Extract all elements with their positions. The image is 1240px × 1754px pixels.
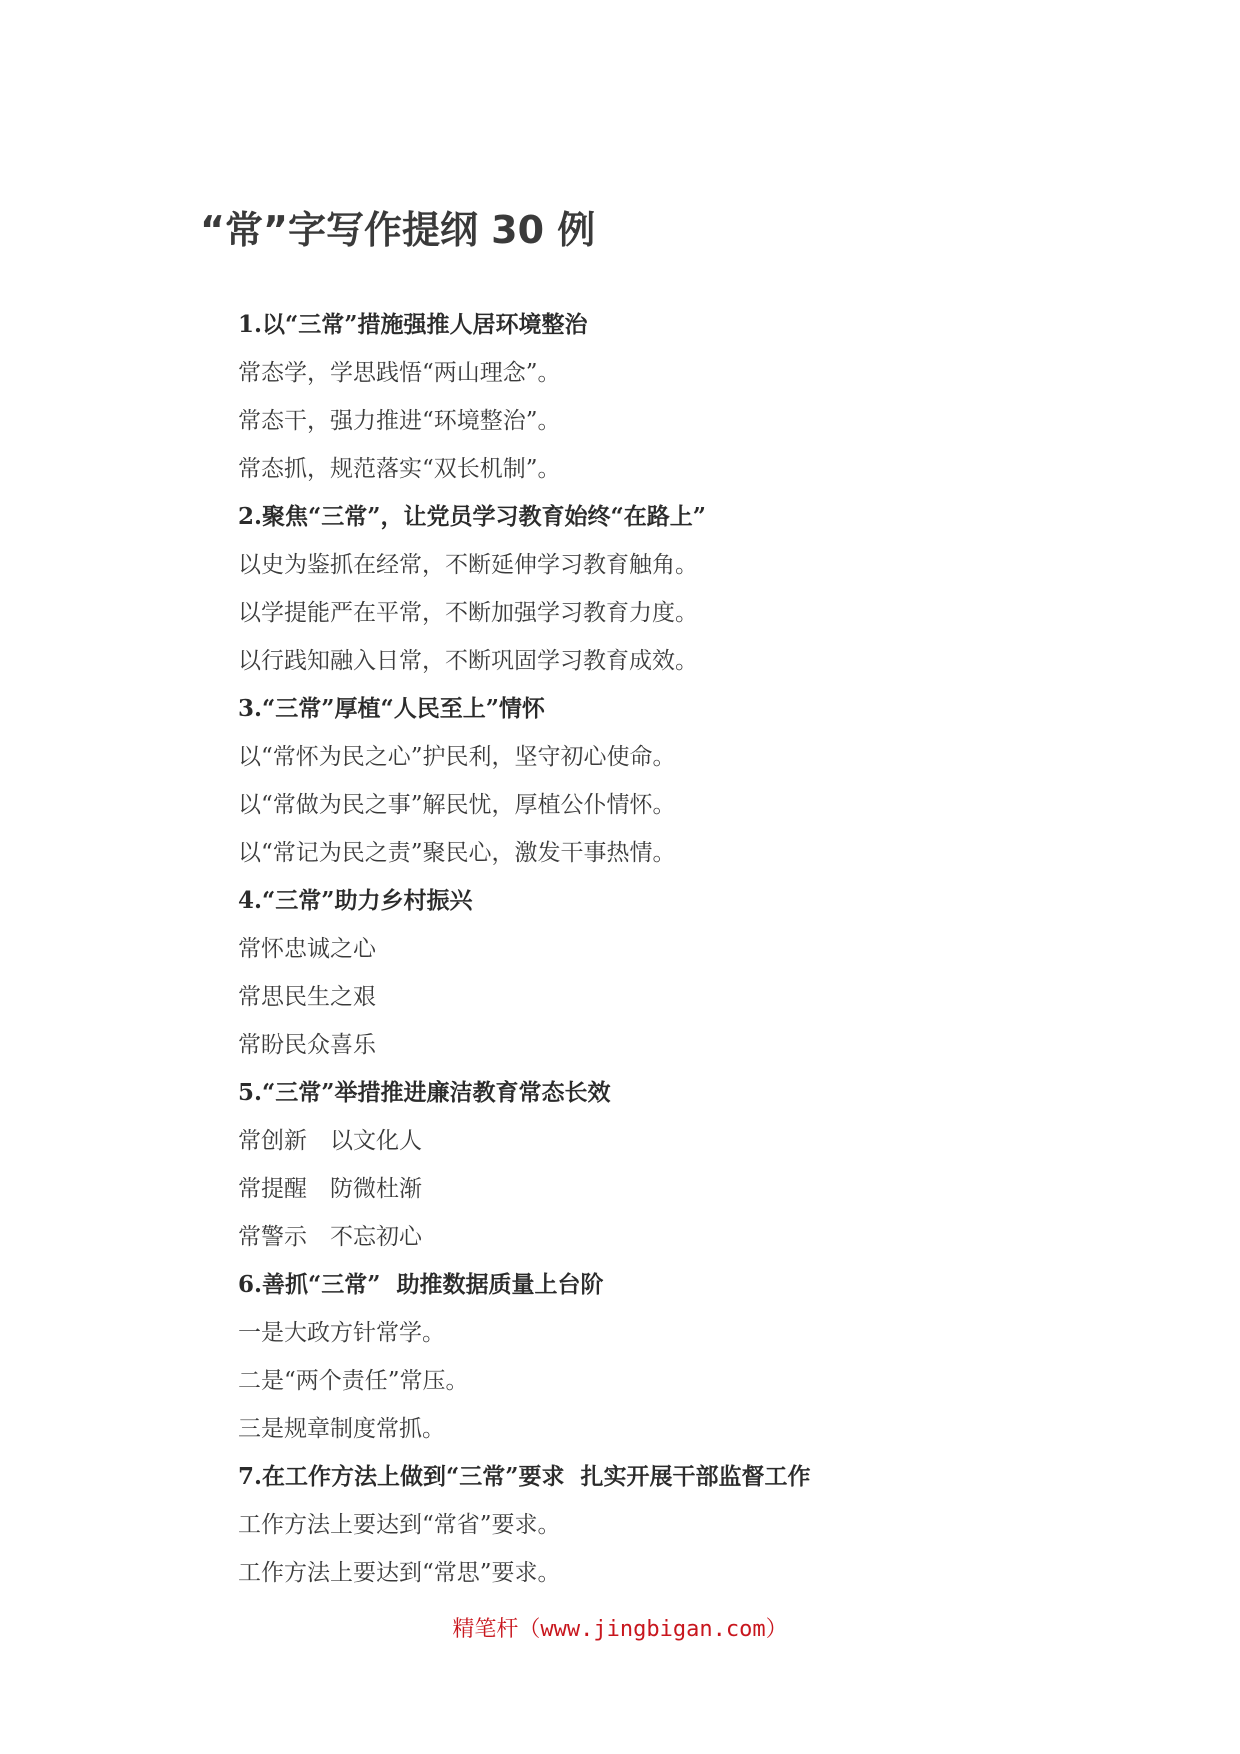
section-line: 以“常怀为民之心”护民利，坚守初心使命。 (238, 744, 676, 770)
section-heading: 5.“三常”举措推进廉洁教育常态长效 (238, 1079, 611, 1106)
section-line: 以学提能严在平常，不断加强学习教育力度。 (238, 600, 698, 626)
site-footer: 精笔杆（www.jingbigan.com） (452, 1617, 788, 1642)
section-heading: 6.善抓“三常” 助推数据质量上台阶 (238, 1271, 604, 1298)
outline-section-2 (238, 493, 1198, 685)
outline-list (238, 301, 1198, 1597)
section-line: 二是“两个责任”常压。 (238, 1368, 469, 1394)
outline-section-1 (238, 301, 1198, 493)
section-line: 三是规章制度常抓。 (238, 1416, 445, 1442)
outline-section-7 (238, 1453, 1198, 1597)
section-line: 以“常做为民之事”解民忧，厚植公仆情怀。 (238, 792, 676, 818)
section-line: 以“常记为民之责”聚民心，激发干事热情。 (238, 840, 676, 866)
section-line: 常态抓，规范落实“双长机制”。 (238, 456, 561, 482)
section-heading: 1.以“三常”措施强推人居环境整治 (238, 311, 588, 338)
section-line: 常态干，强力推进“环境整治”。 (238, 408, 561, 434)
outline-section-6 (238, 1261, 1198, 1453)
section-line: 常盼民众喜乐 (238, 1032, 376, 1058)
outline-section-3 (238, 685, 1198, 877)
section-line: 工作方法上要达到“常省”要求。 (238, 1512, 561, 1538)
outline-section-4 (238, 877, 1198, 1069)
section-line: 常态学，学思践悟“两山理念”。 (238, 360, 561, 386)
section-line: 常创新 以文化人 (238, 1128, 422, 1154)
section-line: 常思民生之艰 (238, 984, 376, 1010)
section-line: 工作方法上要达到“常思”要求。 (238, 1560, 561, 1586)
section-line: 以行践知融入日常，不断巩固学习教育成效。 (238, 648, 698, 674)
section-heading: 4.“三常”助力乡村振兴 (238, 887, 473, 914)
outline-section-5 (238, 1069, 1198, 1261)
section-heading: 3.“三常”厚植“人民至上”情怀 (238, 695, 545, 722)
section-heading: 2.聚焦“三常”，让党员学习教育始终“在路上” (238, 503, 706, 530)
section-line: 一是大政方针常学。 (238, 1320, 445, 1346)
page-title: “常”字写作提纲 30 例 (200, 208, 596, 252)
section-line: 以史为鉴抓在经常，不断延伸学习教育触角。 (238, 552, 698, 578)
section-line: 常警示 不忘初心 (238, 1224, 422, 1250)
section-line: 常提醒 防微杜渐 (238, 1176, 422, 1202)
section-heading: 7.在工作方法上做到“三常”要求 扎实开展干部监督工作 (238, 1463, 811, 1490)
section-line: 常怀忠诚之心 (238, 936, 376, 962)
